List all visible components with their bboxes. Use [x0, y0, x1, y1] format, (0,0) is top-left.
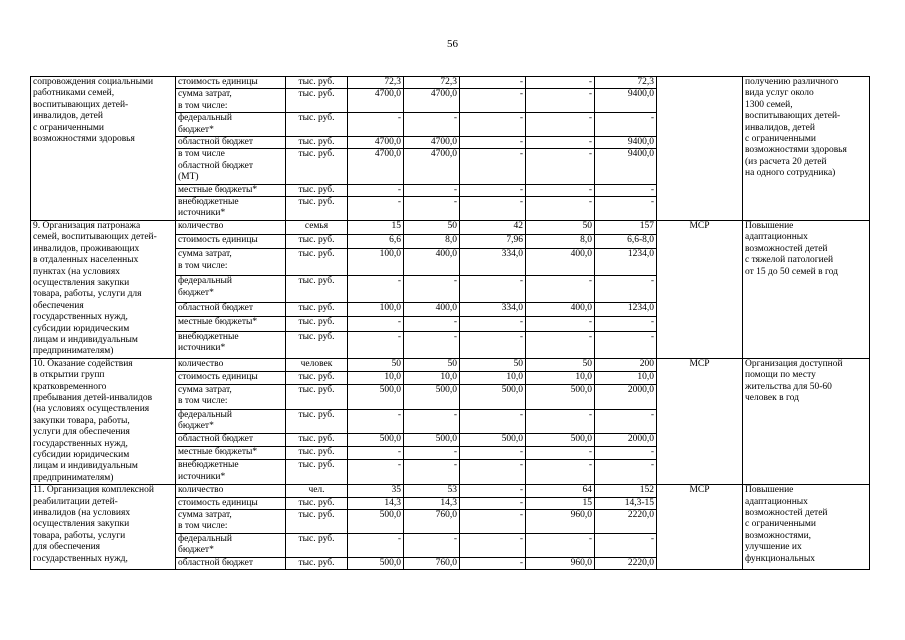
indicator-cell: областной бюджет	[176, 303, 286, 317]
value-cell: 50	[460, 358, 526, 371]
unit-cell: тыс. руб.	[286, 137, 348, 149]
unit-cell: тыс. руб.	[286, 384, 348, 409]
value-cell: -	[404, 184, 460, 196]
value-cell: -	[460, 557, 526, 569]
value-cell: 72,3	[595, 77, 657, 89]
value-cell: 500,0	[348, 557, 404, 569]
value-cell: 72,3	[404, 77, 460, 89]
value-cell: 334,0	[460, 249, 526, 276]
value-cell: -	[460, 113, 526, 137]
unit-cell: тыс. руб.	[286, 557, 348, 569]
value-cell: -	[348, 276, 404, 303]
indicator-cell: областной бюджет	[176, 557, 286, 569]
value-cell: 8,0	[526, 235, 595, 249]
value-cell: 2000,0	[595, 434, 657, 447]
value-cell: -	[460, 77, 526, 89]
value-cell: 8,0	[404, 235, 460, 249]
value-cell: -	[460, 317, 526, 331]
value-cell: 10,0	[460, 371, 526, 384]
value-cell: -	[460, 409, 526, 434]
value-cell: -	[526, 533, 595, 557]
value-cell: 7,96	[460, 235, 526, 249]
value-cell: 1234,0	[595, 249, 657, 276]
value-cell: -	[595, 197, 657, 221]
value-cell: -	[348, 113, 404, 137]
value-cell: 15	[348, 220, 404, 234]
value-cell: -	[404, 113, 460, 137]
value-cell: 334,0	[460, 303, 526, 317]
unit-cell: тыс. руб.	[286, 409, 348, 434]
value-cell: 4700,0	[348, 89, 404, 113]
executor-cell: МСР	[657, 220, 743, 358]
value-cell: -	[526, 113, 595, 137]
indicator-cell: стоимость единицы	[176, 497, 286, 509]
value-cell: 500,0	[348, 510, 404, 534]
indicator-cell: сумма затрат, в том числе:	[176, 89, 286, 113]
value-cell: 6,6-8,0	[595, 235, 657, 249]
value-cell: 50	[404, 220, 460, 234]
unit-cell: тыс. руб.	[286, 149, 348, 184]
unit-cell: тыс. руб.	[286, 113, 348, 137]
unit-cell: чел.	[286, 485, 348, 497]
indicator-cell: внебюджетные источники*	[176, 197, 286, 221]
value-cell: 200	[595, 358, 657, 371]
value-cell: -	[404, 460, 460, 485]
value-cell: 9400,0	[595, 89, 657, 113]
value-cell: -	[348, 197, 404, 221]
value-cell: 4700,0	[404, 137, 460, 149]
indicator-cell: федеральный бюджет*	[176, 409, 286, 434]
value-cell: -	[595, 184, 657, 196]
value-cell: -	[348, 331, 404, 358]
table-row	[31, 358, 870, 371]
value-cell: -	[460, 510, 526, 534]
value-cell: -	[526, 317, 595, 331]
value-cell: -	[348, 460, 404, 485]
indicator-cell: сумма затрат, в том числе:	[176, 510, 286, 534]
value-cell: 100,0	[348, 303, 404, 317]
value-cell: 760,0	[404, 557, 460, 569]
unit-cell: тыс. руб.	[286, 77, 348, 89]
indicator-cell: федеральный бюджет*	[176, 533, 286, 557]
value-cell: 400,0	[404, 249, 460, 276]
value-cell: -	[460, 497, 526, 509]
value-cell: 14,3	[348, 497, 404, 509]
value-cell: -	[460, 184, 526, 196]
value-cell: -	[595, 460, 657, 485]
value-cell: -	[348, 409, 404, 434]
executor-cell: МСР	[657, 485, 743, 570]
indicator-cell: сумма затрат, в том числе:	[176, 384, 286, 409]
value-cell: -	[526, 89, 595, 113]
measure-description: 11. Организация комплексной реабилитации детей- инвалидов (на условиях осуществления закупки товара, работы, услуги для обеспечения государственных нужд,	[31, 485, 176, 570]
unit-cell: тыс. руб.	[286, 371, 348, 384]
indicator-cell: внебюджетные источники*	[176, 460, 286, 485]
value-cell: -	[595, 276, 657, 303]
value-cell: 500,0	[348, 384, 404, 409]
indicator-cell: местные бюджеты*	[176, 184, 286, 196]
unit-cell: тыс. руб.	[286, 89, 348, 113]
value-cell: 400,0	[404, 303, 460, 317]
value-cell: -	[348, 447, 404, 460]
value-cell: -	[526, 447, 595, 460]
value-cell: 50	[348, 358, 404, 371]
indicator-cell: сумма затрат, в том числе:	[176, 249, 286, 276]
value-cell: 500,0	[460, 384, 526, 409]
unit-cell: человек	[286, 358, 348, 371]
indicator-cell: областной бюджет	[176, 137, 286, 149]
value-cell: -	[526, 137, 595, 149]
value-cell: 152	[595, 485, 657, 497]
table-row	[31, 220, 870, 234]
indicator-cell: количество	[176, 358, 286, 371]
value-cell: 100,0	[348, 249, 404, 276]
indicator-cell: стоимость единицы	[176, 371, 286, 384]
value-cell: -	[526, 149, 595, 184]
executor-cell	[657, 77, 743, 221]
value-cell: 14,3	[404, 497, 460, 509]
value-cell: 10,0	[404, 371, 460, 384]
measure-description: 10. Оказание содействия в открытии групп кратковременного пребывания детей-инвалидов (на условиях осуществления закупки товара, работы, услуги для обеспечения государственных нужд, субсидии юридическим лицам и индивидуальным предпринимателям)	[31, 358, 176, 484]
value-cell: 500,0	[460, 434, 526, 447]
value-cell: -	[460, 149, 526, 184]
value-cell: 1234,0	[595, 303, 657, 317]
value-cell: -	[526, 184, 595, 196]
value-cell: -	[526, 409, 595, 434]
indicator-cell: стоимость единицы	[176, 77, 286, 89]
value-cell: -	[460, 533, 526, 557]
value-cell: 10,0	[348, 371, 404, 384]
value-cell: -	[460, 197, 526, 221]
value-cell: 72,3	[348, 77, 404, 89]
value-cell: 500,0	[348, 434, 404, 447]
value-cell: -	[460, 460, 526, 485]
value-cell: 500,0	[526, 384, 595, 409]
value-cell: 2220,0	[595, 557, 657, 569]
indicator-cell: местные бюджеты*	[176, 447, 286, 460]
value-cell: 400,0	[526, 303, 595, 317]
value-cell: 10,0	[595, 371, 657, 384]
expected-result-cell: получению различного вида услуг около 1300 семей, воспитывающих детей- инвалидов, детей с ограниченными возможностями здоровья (из расчета 20 детей на одного сотрудника)	[743, 77, 870, 221]
unit-cell: тыс. руб.	[286, 184, 348, 196]
value-cell: -	[404, 331, 460, 358]
value-cell: -	[348, 533, 404, 557]
value-cell: -	[404, 447, 460, 460]
value-cell: 15	[526, 497, 595, 509]
value-cell: -	[404, 533, 460, 557]
value-cell: -	[526, 460, 595, 485]
value-cell: 6,6	[348, 235, 404, 249]
value-cell: 4700,0	[404, 89, 460, 113]
page-number: 56	[447, 38, 458, 50]
value-cell: 500,0	[404, 384, 460, 409]
value-cell: 500,0	[526, 434, 595, 447]
value-cell: 50	[526, 220, 595, 234]
value-cell: -	[460, 89, 526, 113]
measure-description: 9. Организация патронажа семей, воспитывающих детей- инвалидов, проживающих в отдаленных населенных пунктах (на условиях осуществления закупки товара, работы, услуги для обеспечения государственных нужд, субсидии юридическим лицам и индивидуальным предпринимателям)	[31, 220, 176, 358]
value-cell: 500,0	[404, 434, 460, 447]
value-cell: 760,0	[404, 510, 460, 534]
value-cell: -	[595, 533, 657, 557]
value-cell: 960,0	[526, 510, 595, 534]
unit-cell: тыс. руб.	[286, 235, 348, 249]
value-cell: -	[404, 197, 460, 221]
value-cell: -	[460, 276, 526, 303]
value-cell: 53	[404, 485, 460, 497]
value-cell: 50	[526, 358, 595, 371]
indicator-cell: внебюджетные источники*	[176, 331, 286, 358]
value-cell: 50	[404, 358, 460, 371]
value-cell: -	[595, 331, 657, 358]
unit-cell: семья	[286, 220, 348, 234]
indicator-cell: количество	[176, 220, 286, 234]
value-cell: -	[460, 331, 526, 358]
unit-cell: тыс. руб.	[286, 249, 348, 276]
value-cell: 400,0	[526, 249, 595, 276]
value-cell: 2220,0	[595, 510, 657, 534]
measure-description: сопровождения социальными работниками семей, воспитывающих детей- инвалидов, детей с ограниченными возможностями здоровья	[31, 77, 176, 221]
indicator-cell: федеральный бюджет*	[176, 276, 286, 303]
value-cell: 14,3-15	[595, 497, 657, 509]
value-cell: -	[348, 184, 404, 196]
value-cell: 4700,0	[348, 149, 404, 184]
value-cell: -	[595, 113, 657, 137]
indicator-cell: в том числе областной бюджет (МТ)	[176, 149, 286, 184]
table-row	[31, 485, 870, 497]
value-cell: 9400,0	[595, 137, 657, 149]
unit-cell: тыс. руб.	[286, 510, 348, 534]
indicator-cell: местные бюджеты*	[176, 317, 286, 331]
value-cell: -	[526, 197, 595, 221]
value-cell: -	[595, 409, 657, 434]
unit-cell: тыс. руб.	[286, 497, 348, 509]
value-cell: 9400,0	[595, 149, 657, 184]
unit-cell: тыс. руб.	[286, 317, 348, 331]
value-cell: -	[595, 447, 657, 460]
value-cell: -	[526, 276, 595, 303]
value-cell: -	[404, 409, 460, 434]
unit-cell: тыс. руб.	[286, 276, 348, 303]
value-cell: -	[404, 276, 460, 303]
value-cell: 10,0	[526, 371, 595, 384]
value-cell: 4700,0	[348, 137, 404, 149]
expected-result-cell: Повышение адаптационных возможностей детей с ограниченными возможностями, улучшение их функциональных	[743, 485, 870, 570]
value-cell: 960,0	[526, 557, 595, 569]
unit-cell: тыс. руб.	[286, 197, 348, 221]
value-cell: -	[595, 317, 657, 331]
indicator-cell: областной бюджет	[176, 434, 286, 447]
value-cell: -	[526, 77, 595, 89]
table-row	[31, 77, 870, 89]
unit-cell: тыс. руб.	[286, 434, 348, 447]
unit-cell: тыс. руб.	[286, 447, 348, 460]
unit-cell: тыс. руб.	[286, 533, 348, 557]
expected-result-cell: Повышение адаптационных возможностей детей с тяжелой патологией от 15 до 50 семей в год	[743, 220, 870, 358]
value-cell: 35	[348, 485, 404, 497]
executor-cell: МСР	[657, 358, 743, 484]
value-cell: -	[404, 317, 460, 331]
value-cell: 64	[526, 485, 595, 497]
value-cell: -	[460, 137, 526, 149]
unit-cell: тыс. руб.	[286, 331, 348, 358]
indicator-cell: количество	[176, 485, 286, 497]
value-cell: 157	[595, 220, 657, 234]
indicator-cell: федеральный бюджет*	[176, 113, 286, 137]
indicator-cell: стоимость единицы	[176, 235, 286, 249]
value-cell: 42	[460, 220, 526, 234]
value-cell: -	[526, 331, 595, 358]
value-cell: -	[348, 317, 404, 331]
value-cell: -	[460, 485, 526, 497]
unit-cell: тыс. руб.	[286, 303, 348, 317]
value-cell: 2000,0	[595, 384, 657, 409]
expected-result-cell: Организация доступной помощи по месту жительства для 50-60 человек в год	[743, 358, 870, 484]
value-cell: -	[460, 447, 526, 460]
value-cell: 4700,0	[404, 149, 460, 184]
unit-cell: тыс. руб.	[286, 460, 348, 485]
program-measures-table	[30, 76, 870, 570]
